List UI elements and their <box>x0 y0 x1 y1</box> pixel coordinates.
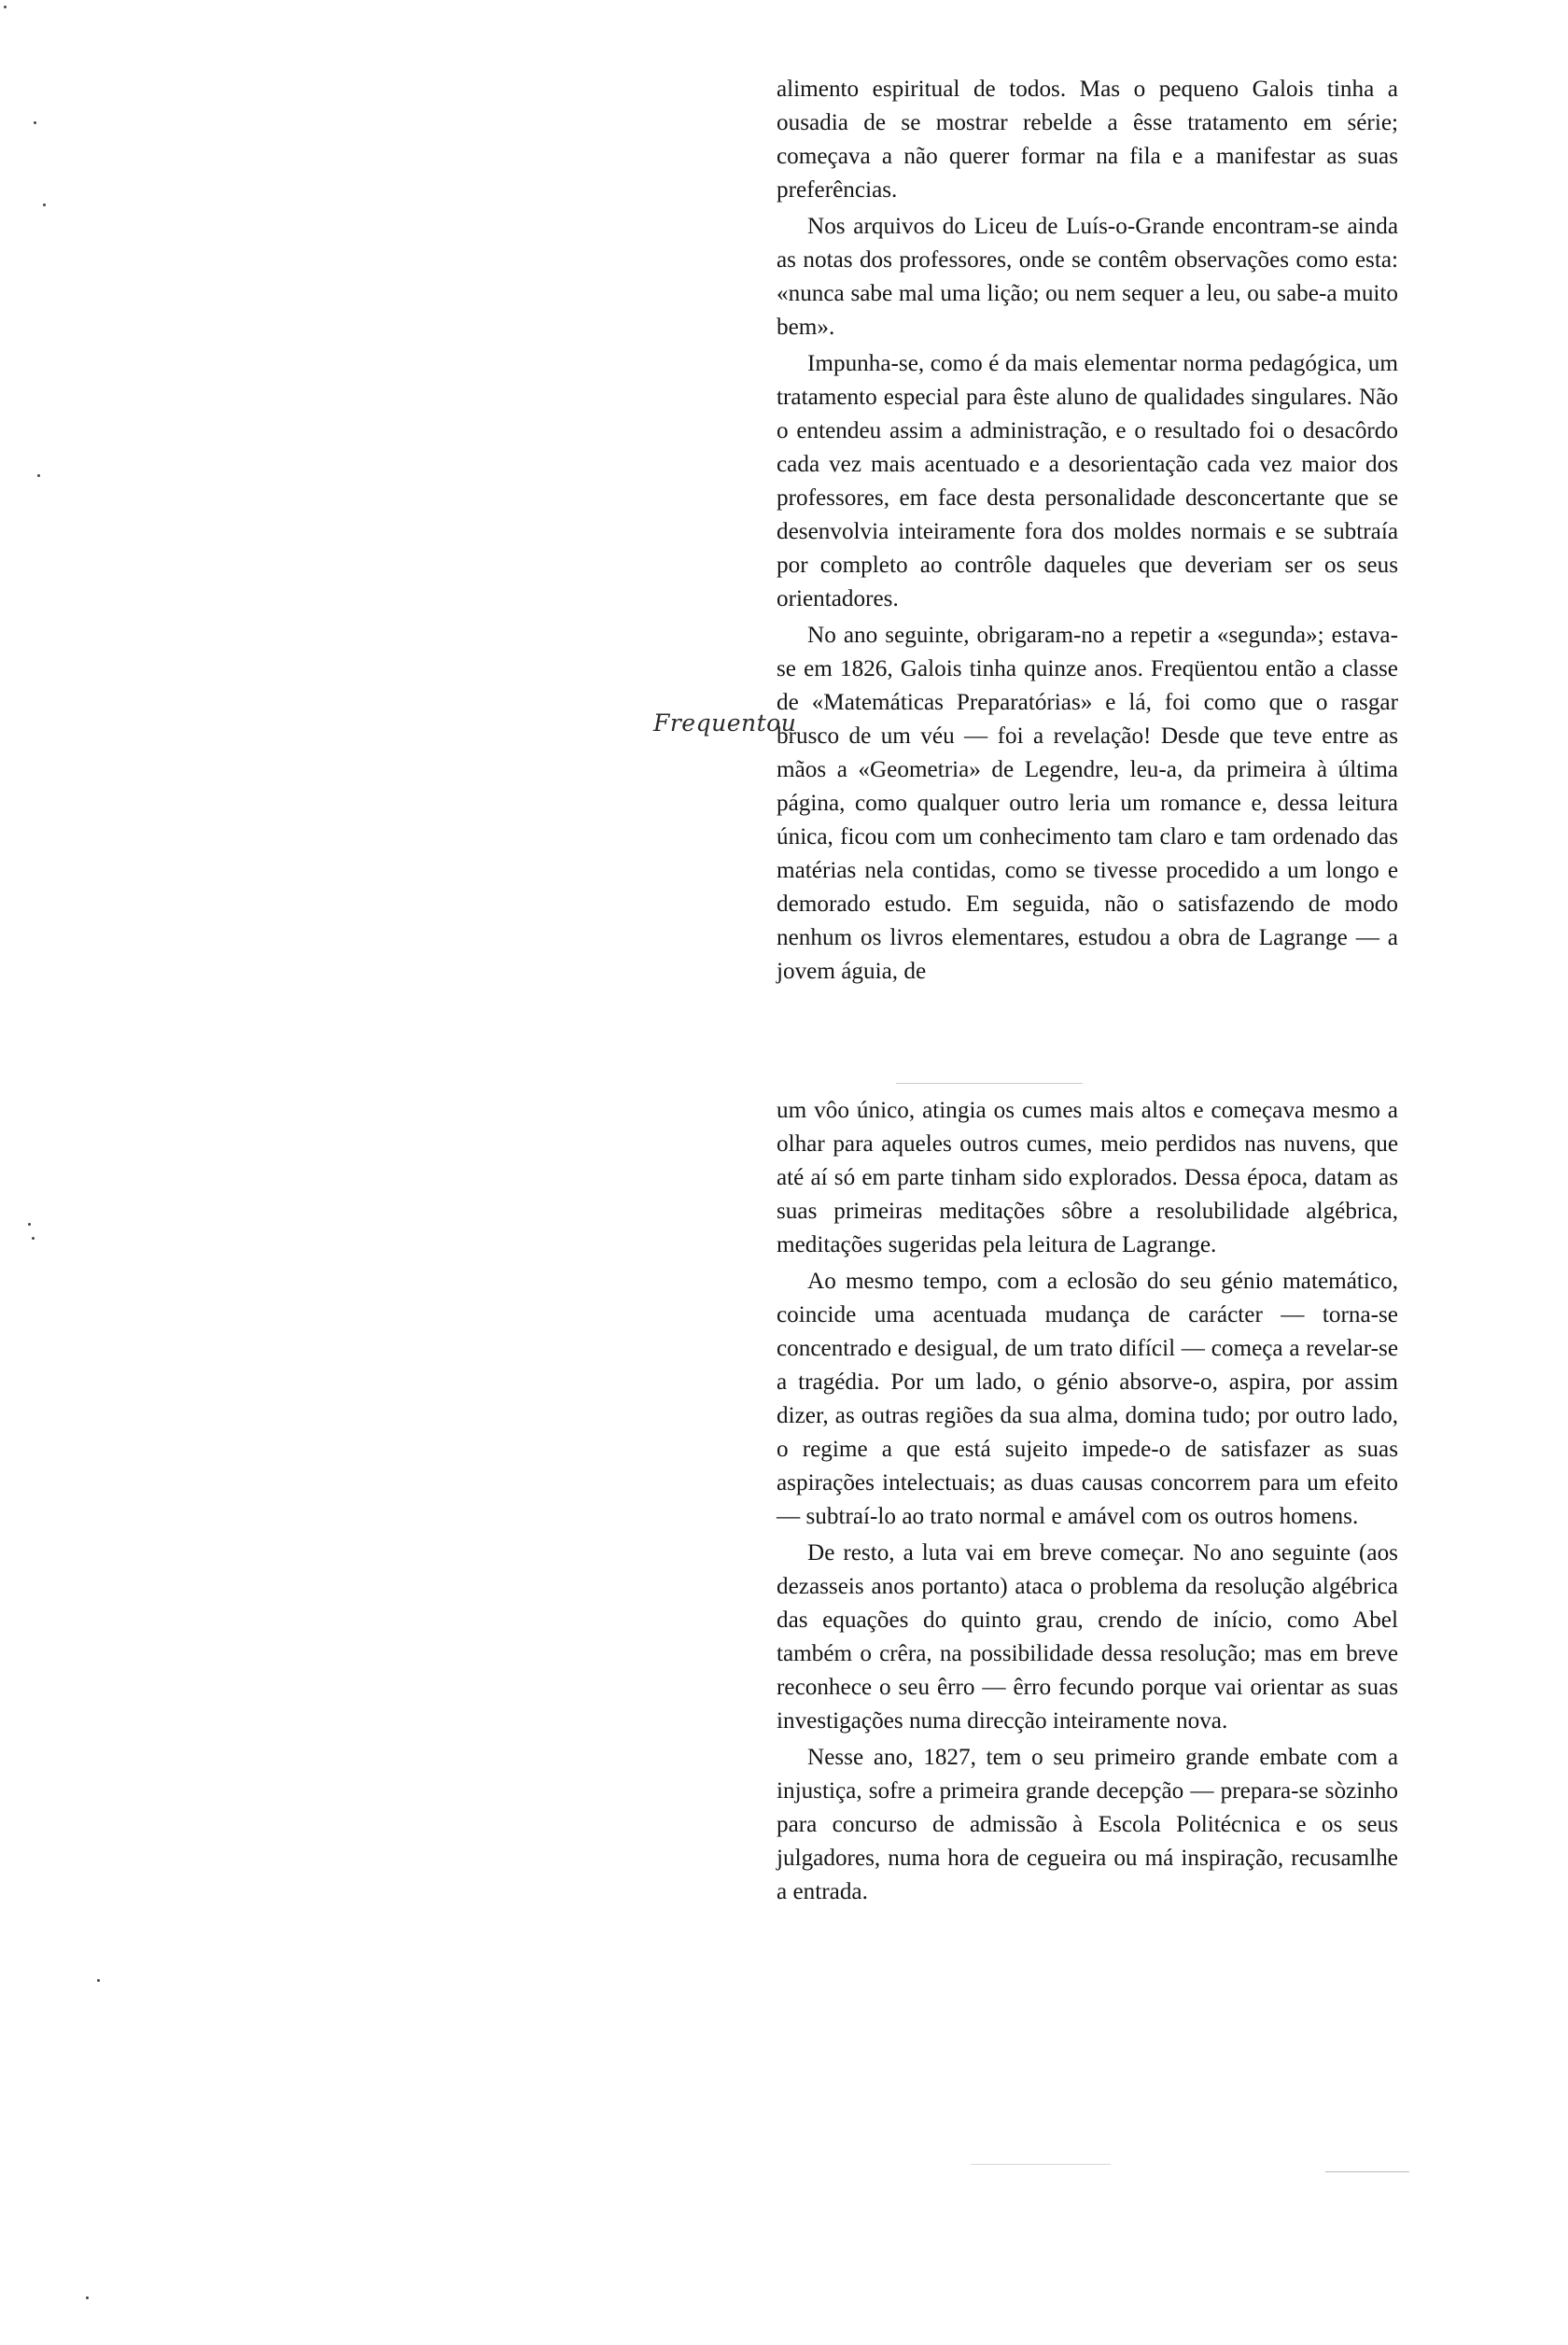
divider <box>896 1083 1083 1084</box>
text-column-bottom <box>777 1094 1398 1909</box>
divider <box>971 2164 1111 2165</box>
scan-speck <box>37 474 40 477</box>
divider <box>1325 2171 1409 2172</box>
scan-speck <box>28 1223 31 1226</box>
paragraph: No ano seguinte, obrigaram-no a repetir a «segunda»; estava-se em 1826, Galois tinha quinze anos. Freqüentou então a classe de «Matemáticas Preparatórias» e lá, foi como que o rasgar brusco de um véu — foi a revelação! Desde que teve entre as mãos a «Geometria» de Legendre, leu-a, da primeira à última página, como qualquer outro leria um romance e, dessa leitura única, ficou com um conhecimento tam claro e tam ordenado das matérias nela contidas, como se tivesse procedido a um longo e demorado estudo. Em seguida, não o satisfazendo de modo nenhum os livros elementares, estudou a obra de Lagrange — a jovem águia, de <box>777 623 1398 984</box>
scan-speck <box>86 2296 89 2299</box>
paragraph: Ao mesmo tempo, com a eclosão do seu génio matemático, coincide uma acentuada mudança de carácter — torna-se concentrado e desigual, de um trato difícil — começa a revelar-se a tragédia. Por um lado, o génio absorve-o, aspira, por assim dizer, as outras regiões da sua alma, domina tudo; por outro lado, o regime a que está sujeito impede-o de satisfazer as suas aspirações intelectuais; as duas causas concorrem para um efeito — subtraí-lo ao trato normal e amável com os outros homens. <box>777 1269 1398 1529</box>
scan-speck <box>97 1979 100 1982</box>
paragraph: Impunha-se, como é da mais elementar norma pedagógica, um tratamento especial para êste aluno de qualidades singulares. Não o entendeu assim a administração, e o resultado foi o desacôrdo cada vez mais acentuado e a desorientação cada vez maior dos professores, em face desta personalidade desconcertante que se desenvolvia inteiramente fora dos moldes normais e se subtraía por completo ao contrôle daqueles que deveriam ser os seus orientadores. <box>777 351 1398 611</box>
scan-speck <box>43 204 46 206</box>
paragraph: um vôo único, atingia os cumes mais altos e começava mesmo a olhar para aqueles outros cumes, meio perdidos nas nuvens, que até aí só em parte tinham sido explorados. Dessa época, datam as suas primeiras meditações sôbre a resolubilidade algébrica, meditações sugeridas pela leitura de Lagrange. <box>777 1098 1398 1257</box>
paragraph: Nesse ano, 1827, tem o seu primeiro grande embate com a injustiça, sofre a primeira grande decepção — prepara-se sòzinho para concurso de admissão à Escola Politécnica e os seus julgadores, numa hora de cegueira ou má inspiração, recusamlhe a entrada. <box>777 1745 1398 1904</box>
scan-speck <box>34 121 36 124</box>
scan-speck <box>4 6 7 8</box>
text-column-top <box>777 73 1398 989</box>
handwritten-margin-note: Frequentou <box>653 709 797 737</box>
paragraph: De resto, a luta vai em breve começar. No ano seguinte (aos dezasseis anos portanto) ataca o problema da resolução algébrica das equações do quinto grau, crendo de início, como Abel também o crêra, na possibilidade dessa resolução; mas em breve reconhece o seu êrro — êrro fecundo porque vai orientar as suas investigações numa direcção inteiramente nova. <box>777 1540 1398 1734</box>
scan-speck <box>32 1237 35 1240</box>
paragraph: alimento espiritual de todos. Mas o pequeno Galois tinha a ousadia de se mostrar rebelde a êsse tratamento em série; começava a não querer formar na fila e a manifestar as suas preferências. <box>777 77 1398 203</box>
paragraph: Nos arquivos do Liceu de Luís-o-Grande encontram-se ainda as notas dos professores, onde se contêm observações como esta: «nunca sabe mal uma lição; ou nem sequer a leu, ou sabe-a muito bem». <box>777 214 1398 340</box>
